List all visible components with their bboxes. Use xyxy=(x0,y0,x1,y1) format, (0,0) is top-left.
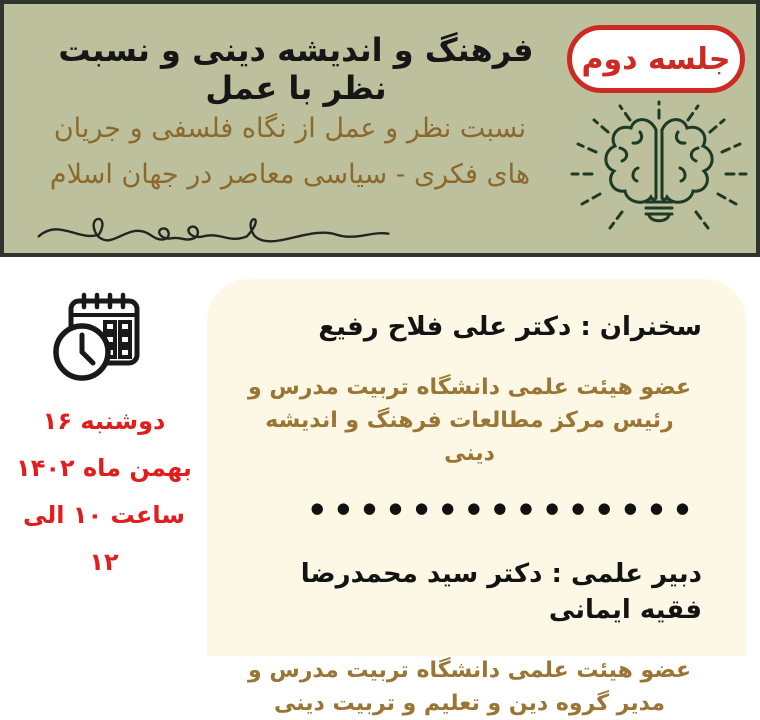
secretary-name: دبیر علمی : دکتر سید محمدرضا فقیه ایمانی xyxy=(300,559,702,625)
calendar-clock-icon xyxy=(50,289,150,393)
event-day: دوشنبه ۱۶ xyxy=(42,407,166,435)
event-subtitle-line1: نسبت نظر و عمل از نگاه فلسفی و جریان xyxy=(53,113,527,144)
brain-lightbulb-icon xyxy=(570,100,746,254)
speaker-affiliation-line1: عضو هیئت علمی دانشگاه تربیت مدرس و xyxy=(248,375,691,400)
event-datetime xyxy=(6,398,202,586)
speaker-affiliation xyxy=(237,371,702,470)
speaker-affiliation-line2: رئیس مرکز مطالعات فرهنگ و اندیشه دینی xyxy=(265,408,674,466)
event-month-year: بهمن ماه ۱۴۰۲ xyxy=(16,454,192,482)
event-subtitle-line2: های فکری - سیاسی معاصر در جهان اسلام xyxy=(49,159,531,190)
speaker-name: سخنران : دکتر علی فلاح رفیع xyxy=(318,312,702,342)
header-banner xyxy=(0,0,760,257)
event-subtitle xyxy=(34,106,546,198)
secretary-affiliation xyxy=(237,654,702,720)
session-badge-label: جلسه دوم xyxy=(581,41,731,77)
event-title: فرهنگ و اندیشه دینی و نسبت نظر با عمل xyxy=(58,31,534,107)
dotted-divider: ●●●●●●●●●●●●●●● xyxy=(310,499,702,517)
event-hours: ساعت ۱۰ الی ۱۲ xyxy=(23,501,185,576)
squiggle-divider xyxy=(18,209,410,251)
secretary-affiliation-line1: عضو هیئت علمی دانشگاه تربیت مدرس و xyxy=(248,658,691,683)
speakers-card xyxy=(207,279,746,716)
session-badge xyxy=(567,25,745,93)
secretary-affiliation-line2: مدیر گروه دین و تعلیم و تربیت دینی xyxy=(274,691,665,716)
